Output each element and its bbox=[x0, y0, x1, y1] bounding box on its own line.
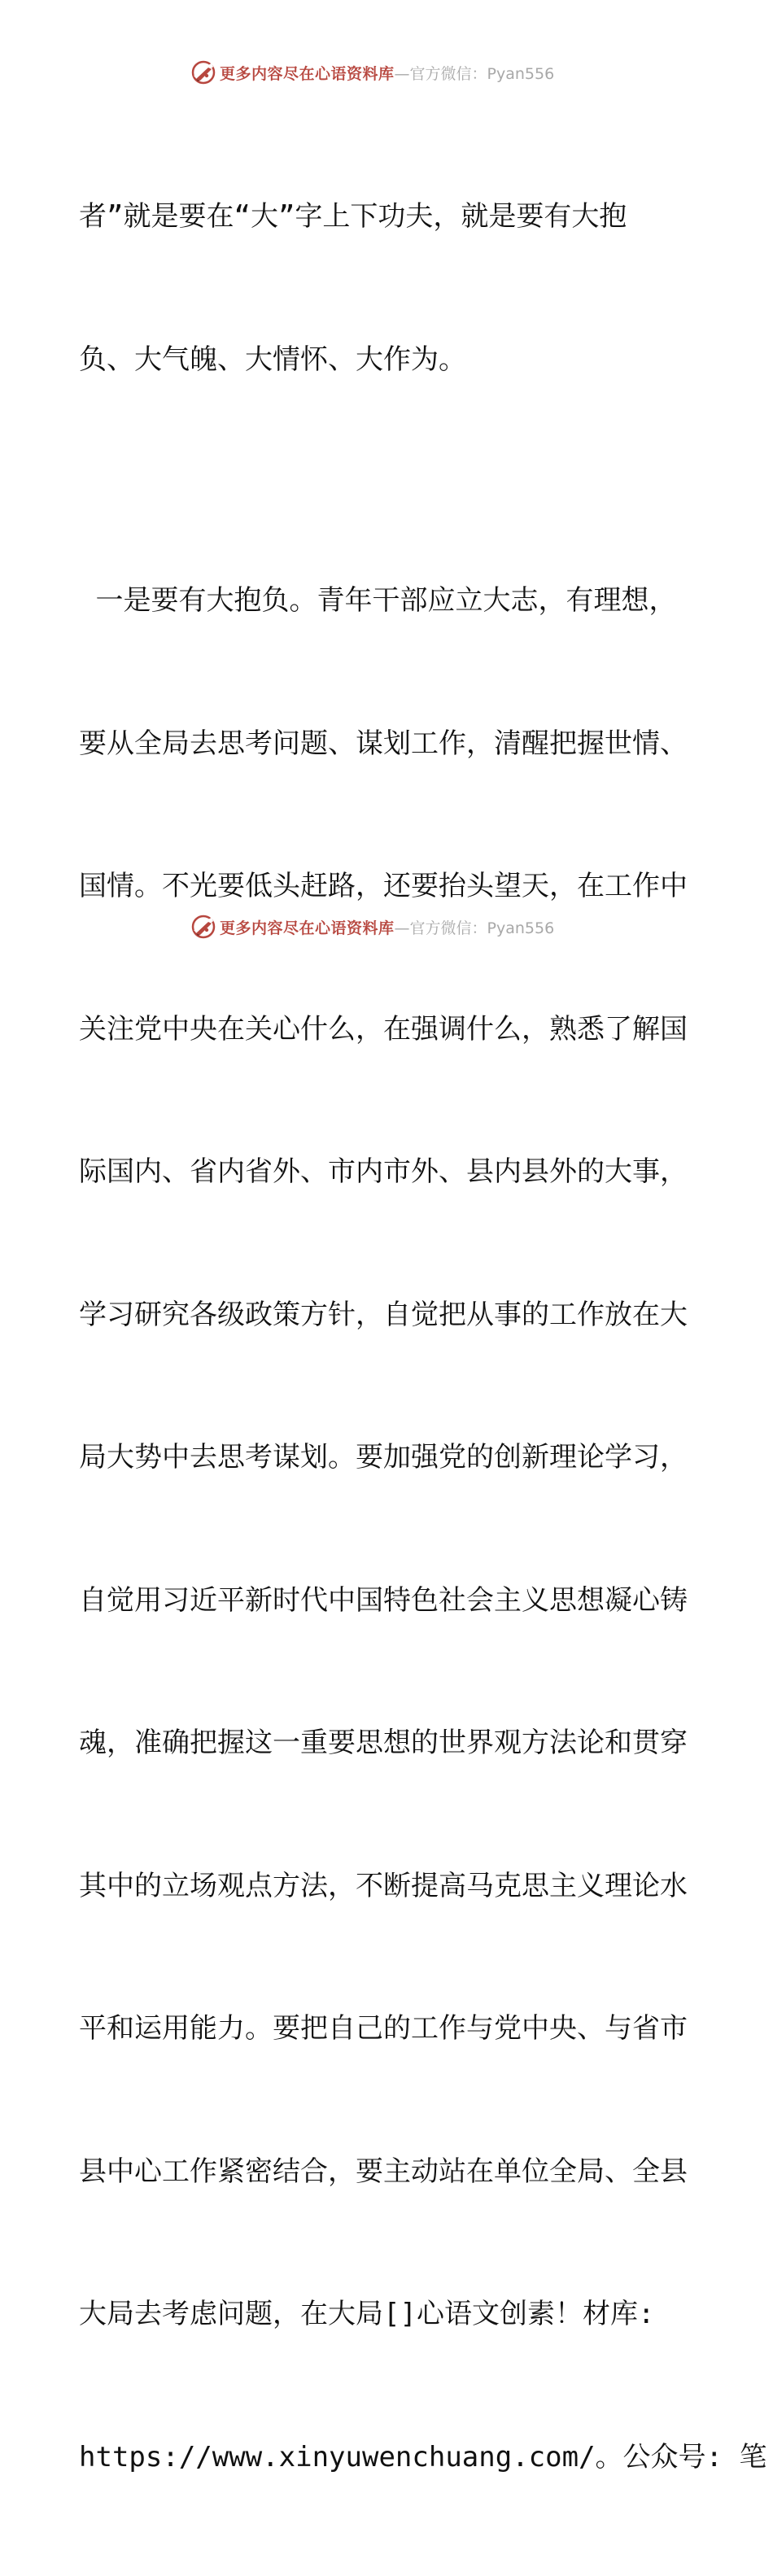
header-banner-left-text: 更多内容尽在心语资料库 bbox=[220, 64, 395, 83]
text-line: 县中心工作紧密结合，要主动站在单位全局、全县 bbox=[79, 2155, 688, 2188]
text-line: 关注党中央在关心什么，在强调什么，熟悉了解国 bbox=[79, 1012, 688, 1046]
text-line: 际国内、省内省外、市内市外、县内县外的大事， bbox=[79, 1155, 688, 1188]
text-line: 自觉用习近平新时代中国特色社会主义思想凝心铸 bbox=[79, 1583, 688, 1617]
text-line: https://www.xinyuwenchuang.com/。公众号: 笔 bbox=[79, 2440, 767, 2473]
header-banner-right-text: —官方微信：Pyan556 bbox=[394, 64, 555, 83]
text-line: 国情。不光要低头赶路，还要抬头望天，在工作中 bbox=[79, 870, 688, 902]
text-line: 学习研究各级政策方针，自觉把从事的工作放在大 bbox=[79, 1298, 688, 1331]
footer-banner bbox=[190, 913, 554, 941]
text-line: 大局去考虑问题，在大局[]心语文创素！材库: bbox=[79, 2298, 655, 2330]
pen-seal-logo-icon bbox=[190, 59, 216, 85]
text-line: 局大势中去思考谋划。要加强党的创新理论学习， bbox=[79, 1441, 688, 1474]
text-line: 者”就是要在“大”字上下功夫，就是要有大抱 bbox=[79, 200, 627, 233]
header-banner bbox=[190, 59, 554, 86]
footer-banner-right-text: —官方微信：Pyan556 bbox=[394, 919, 555, 937]
text-line: 其中的立场观点方法，不断提高马克思主义理论水 bbox=[79, 1869, 688, 1902]
body-text bbox=[79, 98, 767, 2576]
text-line: 魂，准确把握这一重要思想的世界观方法论和贯穿 bbox=[79, 1727, 688, 1759]
paragraph bbox=[79, 98, 705, 478]
text-line: 负、大气魄、大情怀、大作为。 bbox=[79, 343, 466, 376]
paragraph bbox=[79, 482, 767, 2576]
text-line: 一是要有大抱负。青年干部应立大志，有理想， bbox=[79, 584, 677, 617]
text-line: 平和运用能力。要把自己的工作与党中央、与省市 bbox=[79, 2012, 688, 2045]
footer-banner-left-text: 更多内容尽在心语资料库 bbox=[220, 919, 395, 937]
pen-seal-logo-icon bbox=[190, 914, 216, 940]
text-line: 要从全局去思考问题、谋划工作，清醒把握世情、 bbox=[79, 727, 688, 760]
